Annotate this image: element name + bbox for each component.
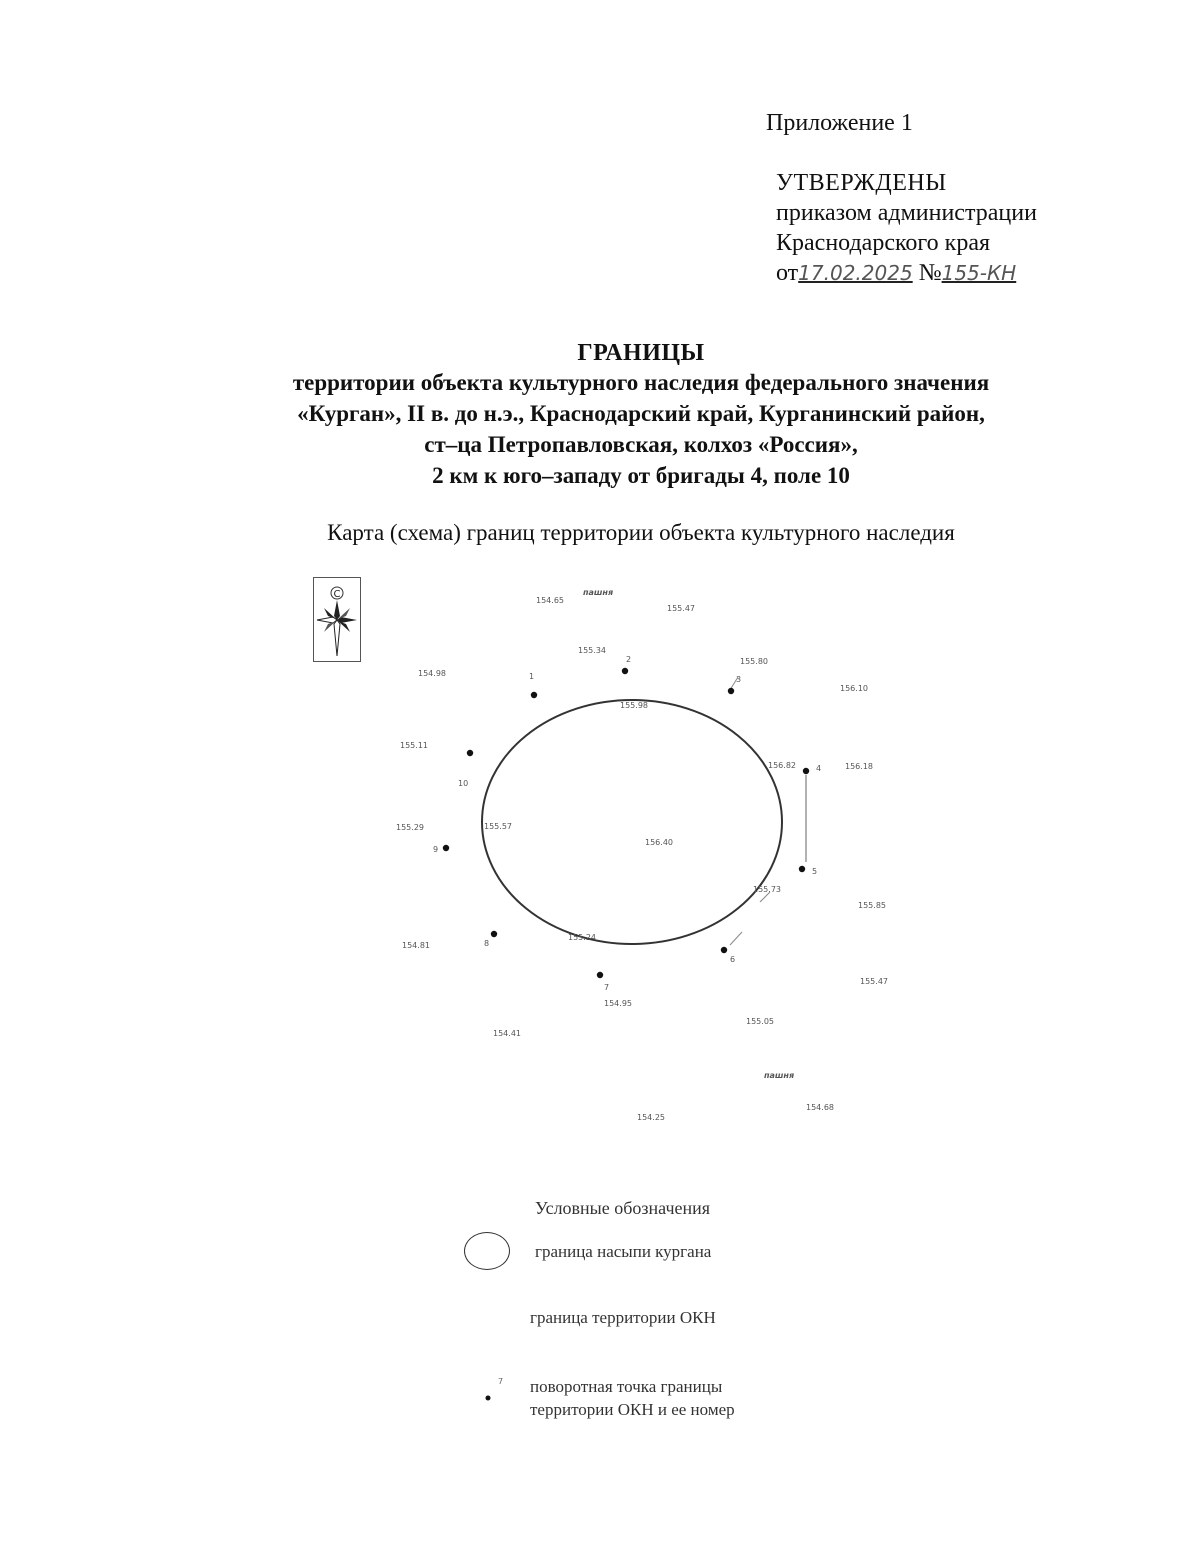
legend-point-number: 7 bbox=[498, 1377, 504, 1386]
legend-title: Условные обозначения bbox=[535, 1198, 711, 1218]
date-prefix: от bbox=[776, 260, 799, 286]
elevation-mark: 154.81 bbox=[402, 941, 430, 950]
approval-number: 155-КН bbox=[941, 261, 1017, 285]
turning-point-number: 4 bbox=[816, 764, 822, 773]
legend-mound-boundary: граница насыпи кургана bbox=[535, 1242, 712, 1261]
elevation-mark: 155.47 bbox=[667, 604, 695, 613]
map-caption: Карта (схема) границ территории объекта культурного наследия bbox=[327, 520, 955, 545]
elevation-mark: 154.68 bbox=[806, 1103, 834, 1112]
turning-point bbox=[597, 972, 603, 978]
mound-boundary bbox=[482, 700, 782, 944]
title-line-2: «Курган», II в. до н.э., Краснодарский край, Курганинский район, bbox=[297, 401, 985, 426]
elevation-mark: 154.95 bbox=[604, 999, 632, 1008]
elevation-mark: 155.29 bbox=[396, 823, 424, 832]
elevation-mark: 155.73 bbox=[753, 885, 781, 894]
title-heading: ГРАНИЦЫ bbox=[577, 340, 705, 366]
elevation-mark: 154.25 bbox=[637, 1113, 665, 1122]
turning-point-number: 7 bbox=[604, 983, 610, 992]
legend-territory-boundary: граница территории ОКН bbox=[530, 1308, 716, 1327]
elevation-mark: 155.11 bbox=[400, 741, 428, 750]
compass-letter: С bbox=[333, 589, 341, 600]
approved-title: УТВЕРЖДЕНЫ bbox=[776, 170, 947, 196]
elevation-mark: 156.40 bbox=[645, 838, 673, 847]
number-prefix: № bbox=[918, 260, 942, 286]
title-line-1: территории объекта культурного наследия федерального значения bbox=[292, 370, 990, 395]
approved-by-line: приказом администрации bbox=[776, 200, 1037, 226]
turning-point-number: 3 bbox=[736, 675, 742, 684]
elevation-mark: 156.10 bbox=[840, 684, 868, 693]
turning-point-number: 1 bbox=[529, 672, 535, 681]
legend-turning-point-symbol bbox=[480, 1374, 520, 1414]
elevation-mark: 154.98 bbox=[418, 669, 446, 678]
turning-point bbox=[728, 688, 734, 694]
field-label-north: пашня bbox=[583, 588, 614, 597]
turning-point bbox=[622, 668, 628, 674]
elevation-mark: 155.85 bbox=[858, 901, 886, 910]
turning-point bbox=[721, 947, 727, 953]
title-line-4: 2 км к юго–западу от бригады 4, поле 10 bbox=[432, 463, 850, 488]
turning-point-number: 9 bbox=[433, 845, 439, 854]
legend-turning-point-line-1: поворотная точка границы bbox=[530, 1377, 723, 1396]
elevation-mark: 155.34 bbox=[578, 646, 606, 655]
elevation-mark: 154.65 bbox=[536, 596, 564, 605]
turning-point bbox=[531, 692, 537, 698]
turning-point-number: 10 bbox=[458, 779, 469, 788]
elevation-mark: 155.98 bbox=[620, 701, 648, 710]
approved-region-line: Краснодарского края bbox=[776, 230, 991, 256]
elevation-mark: 154.41 bbox=[493, 1029, 521, 1038]
elevation-mark: 155.80 bbox=[740, 657, 768, 666]
legend-turning-point bbox=[530, 1375, 735, 1421]
elevation-mark: 156.82 bbox=[768, 761, 796, 770]
legend-turning-point-line-2: территории ОКН и ее номер bbox=[530, 1400, 735, 1419]
appendix-label: Приложение 1 bbox=[766, 110, 913, 136]
turning-point bbox=[443, 845, 449, 851]
turning-point-number: 6 bbox=[730, 955, 736, 964]
elevation-mark: 155.57 bbox=[484, 822, 512, 831]
elevation-mark: 156.18 bbox=[845, 762, 873, 771]
turning-point-number: 8 bbox=[484, 939, 490, 948]
title-line-3: ст–ца Петропавловская, колхоз «Россия», bbox=[424, 432, 858, 457]
turning-point bbox=[467, 750, 473, 756]
turning-point bbox=[491, 931, 497, 937]
turning-point bbox=[799, 866, 805, 872]
turning-point-number: 5 bbox=[812, 867, 818, 876]
legend-mound-symbol bbox=[464, 1232, 510, 1270]
elevation-mark: 155.47 bbox=[860, 977, 888, 986]
turning-point-number: 2 bbox=[626, 655, 632, 664]
elevation-marks bbox=[396, 596, 888, 1122]
elevation-mark: 155.05 bbox=[746, 1017, 774, 1026]
field-label-south: пашня bbox=[764, 1071, 795, 1080]
elevation-mark: 155.24 bbox=[568, 933, 596, 942]
turning-point bbox=[803, 768, 809, 774]
approval-date: 17.02.2025 bbox=[798, 261, 913, 285]
